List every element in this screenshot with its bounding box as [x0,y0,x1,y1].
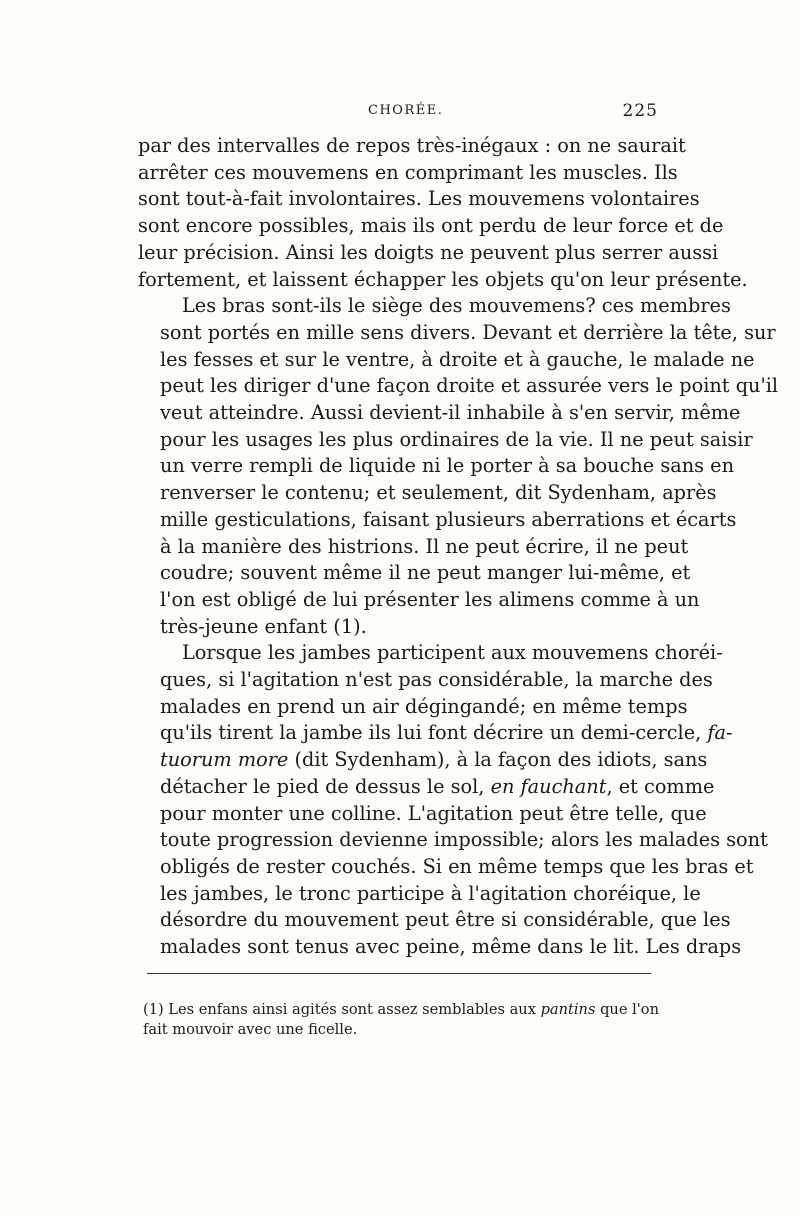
text-line: par des intervalles de repos très-inégaux : on ne saurait [138,134,686,157]
running-head: CHORÉE. [368,103,444,118]
text-line: coudre; souvent même il ne peut manger lui-même, et [160,561,691,585]
text-line: mille gesticulations, faisant plusieurs aberrations et écarts [160,507,737,531]
text-line: fortement, et laissent échapper les objets qu'on leur présente. [138,267,748,291]
text-line: ques, si l'agitation n'est pas considérable, la marche des [160,668,713,692]
paragraph [138,133,748,293]
text-line: renverser le contenu; et seulement, dit Sydenham, après [160,481,717,505]
text-line: toute progression devienne impossible; alors les malades sont [160,828,768,852]
page-number: 225 [622,101,658,121]
text-line: obligés de rester couchés. Si en même temps que les bras et [160,854,754,878]
text-line: sont portés en mille sens divers. Devant et derrière la tête, sur [160,320,776,344]
text-line: les fesses et sur le ventre, à droite et à gauche, le malade ne [160,347,755,371]
page-header [138,103,660,127]
text-line: désordre du mouvement peut être si considérable, que les [160,908,731,932]
text-line: leur précision. Ainsi les doigts ne peuvent plus serrer aussi [138,240,719,264]
text-line: détacher le pied de dessus le sol, en fauchant, et comme [160,774,715,798]
footnote [143,1000,667,1040]
text-line: très-jeune enfant (1). [160,614,367,638]
text-line: pour monter une colline. L'agitation peut être telle, que [160,801,707,825]
footnote-line: fait mouvoir avec une ficelle. [143,1021,358,1038]
paragraph [138,293,779,640]
text-line: qu'ils tirent la jambe ils lui font décrire un demi-cercle, fa- [160,721,733,745]
footnote-line: (1) Les enfans ainsi agités sont assez semblables aux pantins que l'on [143,1001,659,1018]
text-line: les jambes, le tronc participe à l'agitation choréique, le [160,881,701,905]
paragraph [138,640,768,960]
text-line: l'on est obligé de lui présenter les alimens comme à un [160,587,700,611]
text-line: malades sont tenus avec peine, même dans le lit. Les draps [160,935,742,959]
text-line: Lorsque les jambes participent aux mouvemens choréi- [182,641,723,665]
text-line: sont tout-à-fait involontaires. Les mouvemens volontaires [138,187,700,211]
text-line: peut les diriger d'une façon droite et assurée vers le point qu'il [160,374,779,398]
footnote-rule [147,973,651,974]
text-line: arrêter ces mouvemens en comprimant les muscles. Ils [138,160,678,184]
text-line: sont encore possibles, mais ils ont perdu de leur force et de [138,214,724,238]
text-line: veut atteindre. Aussi devient-il inhabile à s'en servir, même [160,401,741,425]
text-line: tuorum more (dit Sydenham), à la façon des idiots, sans [160,748,708,772]
body-text [138,133,779,961]
text-line: Les bras sont-ils le siège des mouvemens? ces membres [182,294,731,318]
text-line: pour les usages les plus ordinaires de la vie. Il ne peut saisir [160,427,753,451]
text-line: à la manière des histrions. Il ne peut écrire, il ne peut [160,534,689,558]
text-line: malades en prend un air dégingandé; en même temps [160,694,688,718]
text-line: un verre rempli de liquide ni le porter à sa bouche sans en [160,454,735,478]
